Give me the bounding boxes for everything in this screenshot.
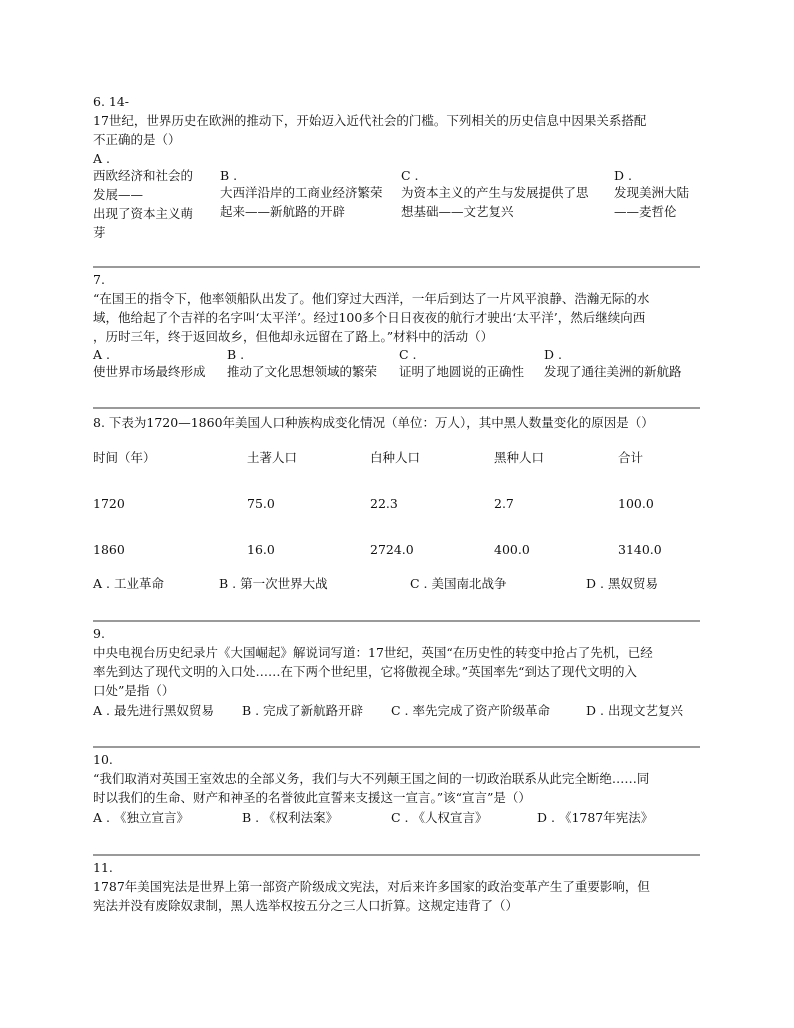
question-6-option-b-line-1: 大西洋沿岸的工商业经济繁荣 (220, 185, 383, 200)
question-10-stem-line-1: “我们取消对英国王室效忠的全部义务，我们与大不列颠王国之间的一切政治联系从此完全断绝……同 (93, 771, 650, 786)
question-7-option-b-label[interactable]: B . (227, 347, 245, 362)
question-6-stem-line-1: 17世纪，世界历史在欧洲的推动下，开始迈入近代社会的门槛。下列相关的历史信息中因果关系搭配 (93, 113, 647, 128)
question-7-stem-line-1: “在国王的指令下，他率领船队出发了。他们穿过大西洋，一年后到达了一片风平浪静、浩瀚无际的水 (93, 291, 650, 306)
question-10-stem-line-2: 时以我们的生命、财产和神圣的名誉彼此宣誓来支援这一宣言。”该“宣言”是（） (93, 790, 531, 805)
table-cell: 1720 (93, 496, 125, 511)
question-9-stem-line-2: 率先到达了现代文明的入口处……在下两个世纪里，它将傲视全球。”英国率先“到达了现代文明的入 (93, 664, 638, 679)
question-7-number: 7. (93, 272, 105, 287)
table-cell: 400.0 (494, 542, 530, 557)
question-7-option-a-label[interactable]: A . (93, 347, 110, 362)
table-cell: 2724.0 (370, 542, 414, 557)
question-8-option-b[interactable]: B . 第一次世界大战 (219, 576, 328, 591)
question-6-option-d-label[interactable]: D . (614, 168, 632, 183)
question-6-option-d-line-2: ——麦哲伦 (614, 204, 677, 219)
question-7-option-a-text: 使世界市场最终形成 (93, 364, 206, 379)
question-9-option-b[interactable]: B . 完成了新航路开辟 (242, 703, 364, 718)
question-6-option-a-line-3: 出现了资本主义萌 (93, 206, 194, 221)
question-6 (93, 92, 701, 149)
question-7-stem-line-3: ，历时三年，终于返回故乡，但他却永远留在了路上。”材料中的活动（） (93, 329, 494, 344)
question-6-option-a-line-2: 发展—— (93, 187, 144, 202)
table-header-native: 土著人口 (247, 450, 298, 465)
table-header-white: 白种人口 (370, 450, 421, 465)
question-10-option-b[interactable]: B . 《权利法案》 (242, 810, 339, 825)
question-7-stem-line-2: 域，他给起了个吉祥的名字叫‘太平洋’。经过100多个日日夜夜的航行才驶出‘太平洋’，然后继续向西 (93, 310, 646, 325)
question-6-stem-line-2: 不正确的是（） (93, 132, 181, 147)
question-11-stem-line-1: 1787年美国宪法是世界上第一部资产阶级成文宪法，对后来许多国家的政治变革产生了重要影响，但 (93, 879, 650, 894)
question-6-option-a-label[interactable]: A . (93, 151, 110, 166)
question-9 (93, 624, 701, 700)
question-10-option-a[interactable]: A . 《独立宣言》 (93, 810, 189, 825)
separator (93, 746, 700, 748)
separator (93, 620, 700, 622)
table-cell: 2.7 (494, 496, 514, 511)
question-8-stem: 8. 下表为1720—1860年美国人口种族构成变化情况（单位：万人），其中黑人数量变化的原因是（） (93, 415, 654, 430)
question-9-stem-line-3: 口处”是指（） (93, 683, 175, 698)
table-cell: 16.0 (247, 542, 275, 557)
question-9-number: 9. (93, 626, 105, 641)
table-cell: 75.0 (247, 496, 275, 511)
question-6-option-c-line-2: 想基础——文艺复兴 (401, 204, 514, 219)
question-6-option-d-line-1: 发现美洲大陆 (614, 185, 690, 200)
table-header-black: 黑种人口 (494, 450, 545, 465)
question-6-option-a-line-4: 芽 (93, 225, 106, 240)
question-6-option-b-label[interactable]: B . (220, 168, 238, 183)
question-6-option-c-line-1: 为资本主义的产生与发展提供了思 (401, 185, 589, 200)
table-header-year: 时间（年） (93, 450, 156, 465)
separator (93, 407, 700, 409)
question-8-option-d[interactable]: D . 黑奴贸易 (586, 576, 658, 591)
question-8-option-a[interactable]: A . 工业革命 (93, 576, 164, 591)
question-10-option-c[interactable]: C . 《人权宣言》 (391, 810, 488, 825)
question-7 (93, 270, 701, 346)
question-6-number: 6. 14- (93, 94, 130, 109)
question-9-option-d[interactable]: D . 出现文艺复兴 (586, 703, 683, 718)
question-10-number: 10. (93, 752, 113, 767)
question-7-option-d-label[interactable]: D . (544, 347, 562, 362)
table-cell: 22.3 (370, 496, 398, 511)
table-header-total: 合计 (618, 450, 644, 465)
question-6-option-c-label[interactable]: C . (401, 168, 419, 183)
question-6-option-a-line-1: 西欧经济和社会的 (93, 168, 194, 183)
table-cell: 1860 (93, 542, 125, 557)
question-7-option-c-text: 证明了地圆说的正确性 (399, 364, 525, 379)
separator (93, 854, 700, 856)
question-8-option-c[interactable]: C . 美国南北战争 (410, 576, 507, 591)
question-7-option-d-text: 发现了通往美洲的新航路 (544, 364, 682, 379)
separator (93, 266, 700, 268)
question-10 (93, 750, 701, 807)
question-7-option-c-label[interactable]: C . (399, 347, 417, 362)
question-6-option-b-line-2: 起来——新航路的开辟 (220, 204, 346, 219)
question-9-option-c[interactable]: C . 率先完成了资产阶级革命 (391, 703, 550, 718)
table-cell: 3140.0 (618, 542, 662, 557)
table-cell: 100.0 (618, 496, 654, 511)
question-7-option-b-text: 推动了文化思想领域的繁荣 (227, 364, 378, 379)
question-10-option-d[interactable]: D . 《1787年宪法》 (537, 810, 654, 825)
question-9-stem-line-1: 中央电视台历史纪录片《大国崛起》解说词写道：17世纪，英国“在历史性的转变中抢占了先机，已经 (93, 645, 653, 660)
question-9-option-a[interactable]: A . 最先进行黑奴贸易 (93, 703, 214, 718)
question-11-number: 11. (93, 860, 113, 875)
question-11-stem-line-2: 宪法并没有废除奴隶制，黑人选举权按五分之三人口折算。这规定违背了（） (93, 898, 519, 913)
question-11 (93, 858, 701, 915)
